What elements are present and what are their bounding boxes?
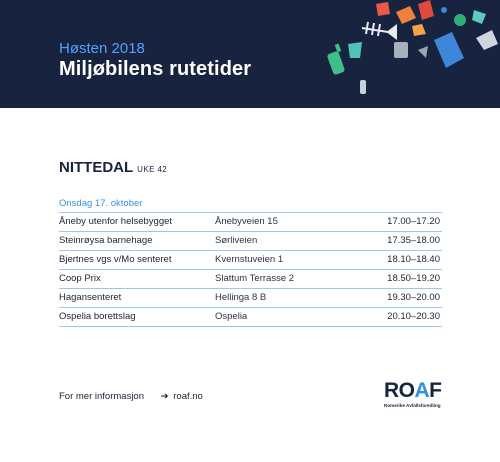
stop-time: 18.50–19.20 (387, 273, 440, 284)
roaf-logo (384, 381, 444, 411)
small-bottle-icon (360, 80, 366, 94)
waste-illustration (326, 0, 500, 108)
blue-dot-icon (441, 7, 447, 13)
route-heading (59, 159, 167, 176)
stop-address: Slattum Terrasse 2 (215, 273, 295, 284)
stop-address: Ånebyveien 15 (215, 216, 278, 227)
fish-bone-icon (362, 22, 396, 38)
day-label: Onsdag 17. oktober (59, 198, 143, 209)
table-row (59, 289, 442, 308)
stop-time: 20.10–20.30 (387, 311, 440, 322)
tin-can-icon (394, 42, 408, 58)
week-label: UKE 42 (137, 165, 168, 174)
stop-place: Hagansenteret (59, 292, 122, 303)
cup-icon (348, 42, 362, 58)
arrow-right-icon: ➔ (160, 391, 169, 402)
stop-address: Sørliveien (215, 235, 258, 246)
stop-address: Ospelia (215, 311, 248, 322)
red-can-icon (418, 0, 434, 20)
stop-place: Åneby utenfor helsebygget (59, 216, 173, 227)
stop-time: 17.35–18.00 (387, 235, 440, 246)
footer-info (59, 391, 203, 402)
area-name: NITTEDAL (59, 159, 134, 176)
teal-bag-icon (472, 10, 486, 24)
green-drop-icon (454, 14, 466, 26)
stop-place: Coop Prix (59, 273, 101, 284)
glass-shard-icon (418, 46, 428, 58)
stop-time: 18.10–18.40 (387, 254, 440, 265)
peel-icon (396, 6, 416, 24)
stop-address: Hellinga 8 B (215, 292, 267, 303)
table-row (59, 270, 442, 289)
stop-address: Kvernstuveien 1 (215, 254, 284, 265)
stop-time: 19.30–20.00 (387, 292, 440, 303)
schedule-table (59, 212, 442, 327)
logo-wordmark: ROAF (384, 379, 442, 402)
light-bottle-icon (476, 30, 498, 50)
table-row (59, 213, 442, 232)
apple-core-icon (376, 2, 390, 16)
stop-time: 17.00–17.20 (387, 216, 440, 227)
table-row (59, 232, 442, 251)
stop-place: Steinrøysa barnehage (59, 235, 153, 246)
orange-piece-icon (412, 24, 426, 36)
header-banner (0, 0, 500, 108)
page-title: Miljøbilens rutetider (59, 58, 252, 80)
stop-place: Bjertnes vgs v/Mo senteret (59, 254, 172, 265)
logo-subtitle: Romerike Avfallsforedling (384, 403, 441, 408)
jug-icon (434, 32, 464, 68)
website-link[interactable]: roaf.no (173, 391, 203, 402)
season-label: Høsten 2018 (59, 40, 145, 57)
table-row (59, 308, 442, 327)
green-bottle-icon (327, 44, 346, 76)
stop-place: Ospelia borettslag (59, 311, 136, 322)
info-label: For mer informasjon (59, 391, 144, 402)
table-row (59, 251, 442, 270)
